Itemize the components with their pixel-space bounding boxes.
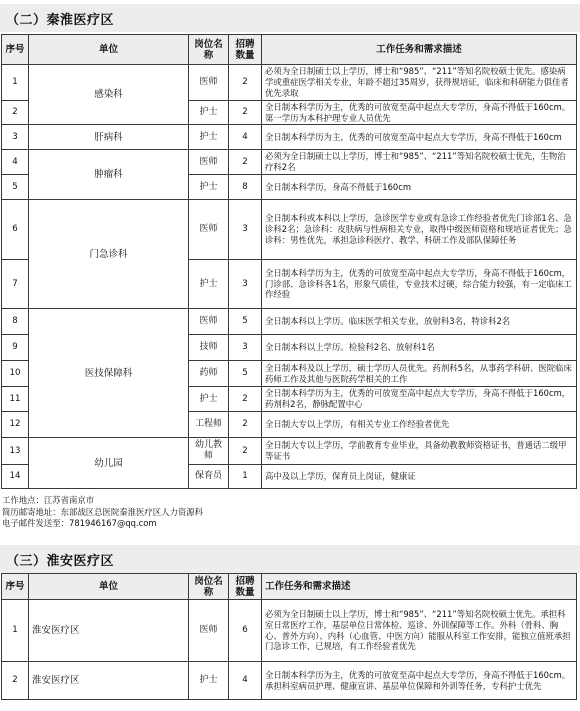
- position-name: 护士: [189, 260, 229, 309]
- job-description: 全日制大专以上学历，有相关专业工作经验者优先: [262, 412, 577, 438]
- job-description: 全日制本科学历为主，优秀的可放宽至高中起点大专学历，身高不得低于160cm，门诊部、急诊科各1名，形象气质佳，专业技术过硬，综合能力较强，有一定临床工作经验: [262, 260, 577, 309]
- table-row: [2, 438, 577, 465]
- hire-count: 3: [229, 260, 262, 309]
- row-number: 3: [2, 125, 29, 150]
- table-header-row: [2, 574, 577, 600]
- position-name: 护士: [189, 662, 229, 700]
- hire-count: 2: [229, 150, 262, 175]
- row-number: 9: [2, 335, 29, 361]
- table-row: [2, 200, 577, 260]
- job-description: 全日制本科及以上学历，硕士学历人员优先。药剂科5名，从事药学科研、医院临床药师工作及其他与医院药学相关的工作: [262, 361, 577, 387]
- col-header-unit: 单位: [29, 35, 189, 65]
- contact-info: [2, 495, 203, 530]
- unit-name: 门急诊科: [29, 200, 189, 309]
- row-number: 5: [2, 175, 29, 200]
- col-header-unit: 单位: [29, 574, 189, 600]
- row-number: 11: [2, 387, 29, 412]
- position-name: 幼儿教师: [189, 438, 229, 465]
- position-name: 技师: [189, 335, 229, 361]
- col-header-description: 工作任务和需求描述: [262, 574, 577, 600]
- hire-count: 2: [229, 101, 262, 125]
- table-row: [2, 600, 577, 662]
- row-number: 8: [2, 309, 29, 335]
- section-2-table: [1, 34, 577, 489]
- job-description: 高中及以上学历，保育员上岗证，健康证: [262, 465, 577, 489]
- section-3-title: （三）淮安医疗区: [6, 554, 115, 569]
- email-address: 电子邮件发送至：781946167@qq.com: [2, 518, 157, 528]
- section-3-table: [1, 573, 577, 700]
- job-description: 全日制本科学历为主，优秀的可放宽至高中起点大专学历，身高不得低于160cm，药剂科2名，静脉配置中心: [262, 387, 577, 412]
- table-row: [2, 662, 577, 700]
- job-description: 全日制大专以上学历，学前教育专业毕业，具备幼教教师资格证书，普通话二级甲等证书: [262, 438, 577, 465]
- position-name: 护士: [189, 387, 229, 412]
- col-header-no: 序号: [2, 574, 29, 600]
- hire-count: 3: [229, 200, 262, 260]
- hire-count: 2: [229, 412, 262, 438]
- hire-count: 2: [229, 387, 262, 412]
- col-header-position: 岗位名称: [189, 574, 229, 600]
- hire-count: 3: [229, 335, 262, 361]
- section-3-header: [0, 545, 580, 573]
- job-description: 全日制本科学历为主，优秀的可放宽至高中起点大专学历，身高不得低于160cm。承担科室病员护理、健康宣讲、基层单位保障和外训等任务，专科护士优先: [262, 662, 577, 700]
- row-number: 2: [2, 101, 29, 125]
- hire-count: 4: [229, 662, 262, 700]
- position-name: 药师: [189, 361, 229, 387]
- hire-count: 5: [229, 309, 262, 335]
- job-description: 全日制本科学历，身高不得低于160cm: [262, 175, 577, 200]
- position-name: 医师: [189, 65, 229, 101]
- job-description: 全日制本科学历为主，优秀的可放宽至高中起点大专学历，身高不得低于160cm。第一学历为本科护理专业人员优先: [262, 101, 577, 125]
- section-2-title: （二）秦淮医疗区: [6, 13, 115, 28]
- position-name: 医师: [189, 200, 229, 260]
- hire-count: 8: [229, 175, 262, 200]
- position-name: 医师: [189, 309, 229, 335]
- row-number: 10: [2, 361, 29, 387]
- job-description: 全日制本科或本科以上学历，急诊医学专业或有急诊工作经验者优先门诊部1名、急诊科2名；急诊科：皮肤病与性病相关专业，取得中级医师资格和规培证者优先；急诊科：男性优先，承担急诊科医疗、教学、科研工作及部队保障任务: [262, 200, 577, 260]
- position-name: 护士: [189, 125, 229, 150]
- col-header-count: 招聘数量: [229, 574, 262, 600]
- row-number: 14: [2, 465, 29, 489]
- row-number: 13: [2, 438, 29, 465]
- hire-count: 4: [229, 125, 262, 150]
- job-description: 必须为全日制硕士以上学历，博士和“985”、“211”等知名院校硕士优先。感染病学或重症医学相关专业，年龄不超过35周岁，获得规培证，临床和科研能力俱佳者优先录取: [262, 65, 577, 101]
- table-row: [2, 125, 577, 150]
- col-header-no: 序号: [2, 35, 29, 65]
- hire-count: 2: [229, 438, 262, 465]
- position-name: 医师: [189, 150, 229, 175]
- mail-address: 简历邮寄地址：东部战区总医院秦淮医疗区人力资源科: [2, 506, 203, 517]
- col-header-count: 招聘数量: [229, 35, 262, 65]
- section-2-header: [0, 4, 580, 32]
- table-row: [2, 65, 577, 101]
- position-name: 护士: [189, 101, 229, 125]
- job-description: 全日制本科以上学历。临床医学相关专业，放射科3名，特诊科2名: [262, 309, 577, 335]
- unit-name: 幼儿园: [29, 438, 189, 489]
- unit-name: 肿瘤科: [29, 150, 189, 200]
- job-description: 全日制本科学历为主，优秀的可放宽至高中起点大专学历，身高不得低于160cm: [262, 125, 577, 150]
- position-name: 工程师: [189, 412, 229, 438]
- unit-name: 医技保障科: [29, 309, 189, 438]
- col-header-position: 岗位名称: [189, 35, 229, 65]
- row-number: 12: [2, 412, 29, 438]
- hire-count: 1: [229, 465, 262, 489]
- hire-count: 6: [229, 600, 262, 662]
- job-description: 必须为全日制硕士以上学历，博士和“985”、“211”等知名院校硕士优先，生物治疗科2名: [262, 150, 577, 175]
- row-number: 1: [2, 600, 29, 662]
- row-number: 7: [2, 260, 29, 309]
- position-name: 医师: [189, 600, 229, 662]
- col-header-description: 工作任务和需求描述: [262, 35, 577, 65]
- row-number: 1: [2, 65, 29, 101]
- table-row: [2, 150, 577, 175]
- row-number: 4: [2, 150, 29, 175]
- unit-name: 感染科: [29, 65, 189, 125]
- job-description: 全日制本科以上学历。检验科2名、放射科1名: [262, 335, 577, 361]
- position-name: 保育员: [189, 465, 229, 489]
- unit-name: 淮安医疗区: [29, 600, 189, 662]
- hire-count: 2: [229, 65, 262, 101]
- work-location: 工作地点：江苏省南京市: [2, 495, 95, 505]
- row-number: 6: [2, 200, 29, 260]
- position-name: 护士: [189, 175, 229, 200]
- unit-name: 淮安医疗区: [29, 662, 189, 700]
- hire-count: 5: [229, 361, 262, 387]
- table-header-row: [2, 35, 577, 65]
- unit-name: 肝病科: [29, 125, 189, 150]
- row-number: 2: [2, 662, 29, 700]
- table-row: [2, 309, 577, 335]
- job-description: 必须为全日制硕士以上学历，博士和“985”、“211”等知名院校硕士优先。承担科室日常医疗工作，基层单位日常体检、巡诊、外训保障等工作。外科（骨科、胸心、普外方向）、内科（心血管、中医方向）能服从科室工作安排，能独立值班承担门急诊工作，已规培，有工作经验者优先: [262, 600, 577, 662]
